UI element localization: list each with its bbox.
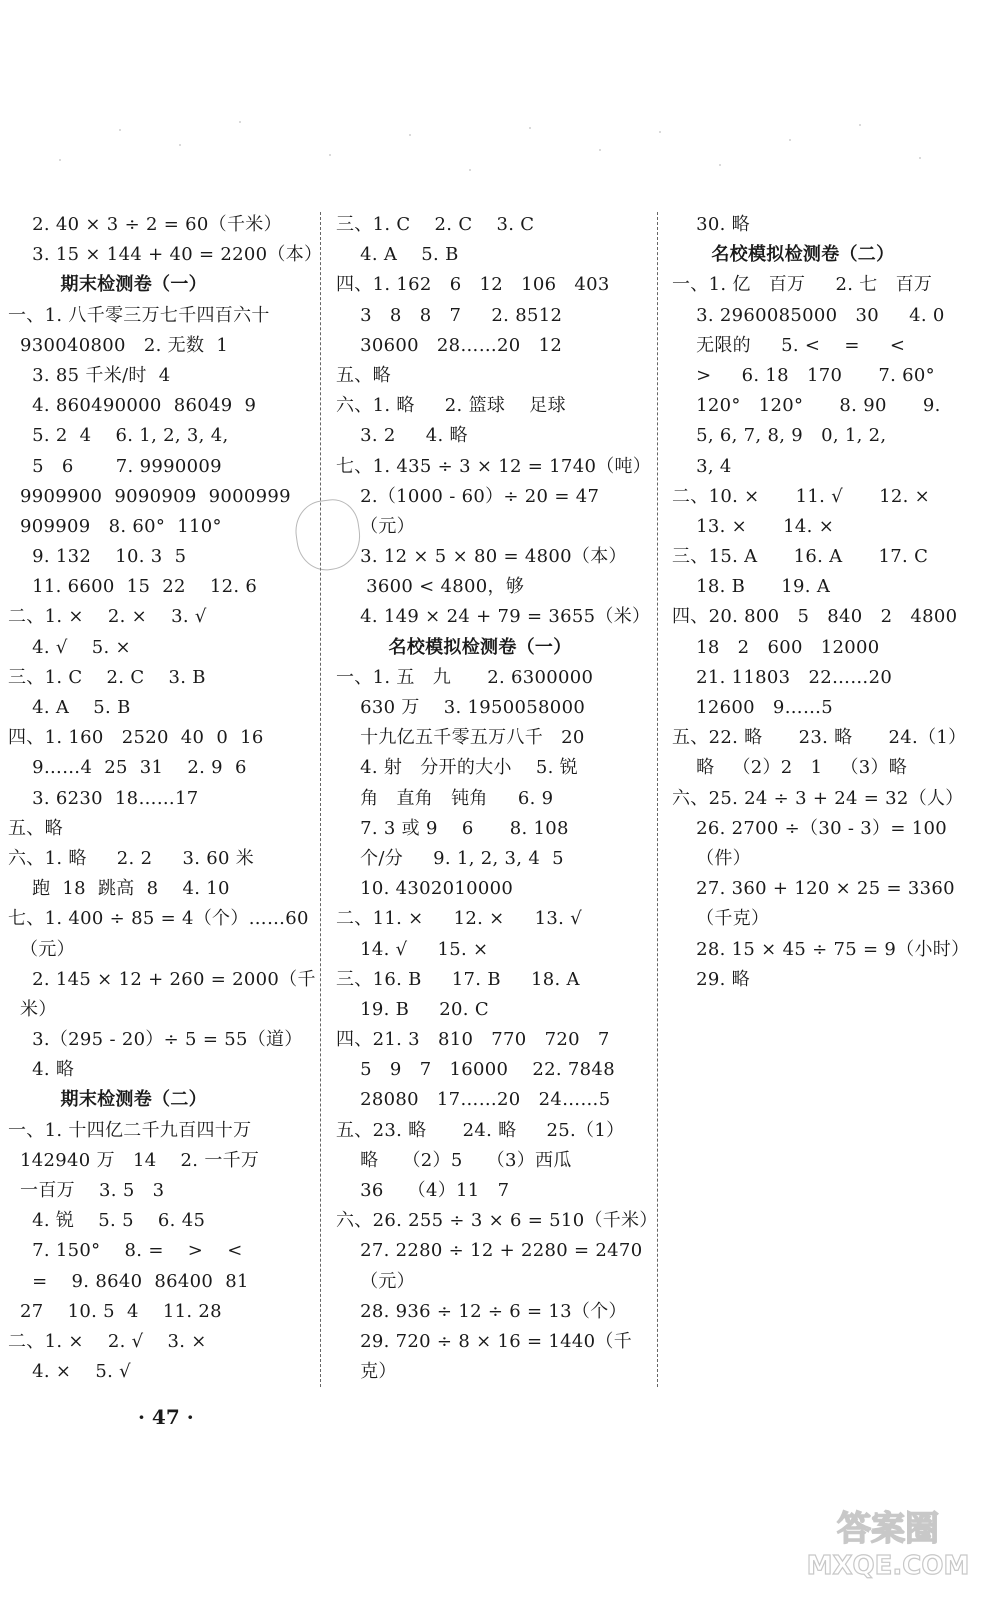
answer-line: 三、1. C 2. C 3. C	[336, 214, 535, 235]
answer-line: 27 10. 5 4 11. 28	[8, 1300, 222, 1322]
answer-line: 三、1. C 2. C 3. B	[8, 666, 206, 688]
answer-line: 六、26. 255 ÷ 3 × 6 = 510（千米）	[336, 1210, 658, 1232]
scan-noise	[0, 110, 996, 200]
answer-line: 19. B 20. C	[336, 998, 489, 1020]
answer-line: 36 （4）11 7	[336, 1180, 510, 1201]
answer-line: 2. 40 × 3 ÷ 2 = 60（千米）	[8, 214, 282, 235]
answer-line: 28. 15 × 45 ÷ 75 = 9（小时）	[672, 938, 970, 960]
answer-line: 二、10. × 11. √ 12. ×	[672, 485, 931, 507]
answer-line: 4. × 5. √	[8, 1361, 131, 1383]
answer-line: 六、1. 略 2. 2 3. 60 米	[8, 847, 255, 869]
answer-line: 2. 145 × 12 + 260 = 2000（千	[8, 968, 316, 990]
answer-line: 克）	[336, 1361, 397, 1383]
answer-line: 9. 132 10. 3 5	[8, 546, 187, 568]
answer-line: 5, 6, 7, 8, 9 0, 1, 2,	[672, 425, 887, 447]
answer-line: 4. 149 × 24 + 79 = 3655（米）	[336, 606, 651, 628]
answer-line: 一、1. 八千零三万七千四百六十	[8, 304, 270, 326]
answer-line: 630 万 3. 1950058000	[336, 697, 586, 718]
answer-line: 30600 28……20 12	[336, 334, 563, 356]
svg-text:MXQE.COM: MXQE.COM	[806, 1551, 970, 1581]
answer-line: = 9. 8640 86400 81	[8, 1270, 249, 1292]
answer-line: 四、1. 160 2520 40 0 16	[8, 727, 264, 749]
answer-line: 四、20. 800 5 840 2 4800	[672, 606, 958, 628]
answer-line: 12600 9……5	[672, 697, 834, 718]
answer-line: 28. 936 ÷ 12 ÷ 6 = 13（个）	[336, 1300, 627, 1322]
answer-column-2	[336, 210, 658, 1387]
answer-line: 9……4 25 31 2. 9 6	[8, 757, 247, 779]
answer-line: 27. 2280 ÷ 12 + 2280 = 2470	[336, 1240, 643, 1262]
answer-line: 二、1. × 2. × 3. √	[8, 606, 207, 628]
answer-line: 909909 8. 60° 110°	[8, 515, 222, 537]
column-divider	[320, 212, 321, 1387]
answer-line: > 6. 18 170 7. 60°	[672, 364, 935, 386]
answer-line: 2.（1000 - 60）÷ 20 = 47	[336, 485, 600, 507]
answer-line: 一百万 3. 5 3	[8, 1180, 165, 1201]
answer-line: 120° 120° 8. 90 9.	[672, 395, 941, 417]
answer-line: 28080 17……20 24……5	[336, 1089, 611, 1111]
answer-line: 3 8 8 7 2. 8512	[336, 304, 563, 326]
answer-line: 跑 18 跳高 8 4. 10	[8, 878, 230, 900]
answer-line: 14. √ 15. ×	[336, 938, 489, 960]
answer-line: 七、1. 435 ÷ 3 × 12 = 1740（吨）	[336, 455, 652, 477]
answer-line: 五、22. 略 23. 略 24.（1）	[672, 727, 967, 749]
answer-line: 3600 < 4800，够	[336, 576, 525, 598]
answer-line: 六、25. 24 ÷ 3 + 24 = 32（人）	[672, 787, 964, 809]
answer-line: 3. 85 千米/时 4	[8, 364, 171, 386]
answer-line: （元）	[336, 1270, 415, 1292]
answer-line: 3. 2960085000 30 4. 0	[672, 304, 945, 326]
answer-line: 一、1. 十四亿二千九百四十万	[8, 1119, 252, 1141]
answer-line: 四、1. 162 6 12 106 403	[336, 274, 610, 296]
answer-line: 3. 15 × 144 + 40 = 2200（本）	[8, 244, 323, 266]
answer-line: 18 2 600 12000	[672, 636, 880, 658]
answer-line: 二、1. × 2. √ 3. ×	[8, 1330, 207, 1352]
svg-text:答案圈: 答案圈	[837, 1509, 939, 1549]
answer-line: 3. 12 × 5 × 80 = 4800（本）	[336, 546, 627, 568]
page-number: · 47 ·	[138, 1405, 194, 1429]
answer-line: 五、略	[336, 364, 391, 386]
answer-line: 5. 2 4 6. 1, 2, 3, 4,	[8, 425, 229, 447]
answer-line: 米）	[8, 998, 57, 1020]
answer-line: 11. 6600 15 22 12. 6	[8, 576, 258, 598]
answer-line: 三、15. A 16. A 17. C	[672, 546, 929, 568]
answer-line: 7. 150° 8. = > <	[8, 1240, 243, 1262]
answer-line: 29. 略	[672, 968, 750, 990]
column-divider	[657, 212, 658, 1387]
answer-line: 4. √ 5. ×	[8, 636, 131, 658]
section-heading: 期末检测卷（一）	[8, 274, 207, 296]
answer-line: 略 （2）5 （3）西瓜	[336, 1149, 572, 1171]
section-heading: 名校模拟检测卷（一）	[336, 636, 572, 658]
answer-line: 4. A 5. B	[8, 697, 131, 718]
answer-line: 3. 6230 18……17	[8, 787, 199, 809]
section-heading: 期末检测卷（二）	[8, 1089, 207, 1111]
answer-line: 一、1. 亿 百万 2. 七 百万	[672, 274, 933, 296]
answer-line: 无限的 5. < = <	[672, 334, 906, 356]
answer-column-1	[8, 210, 323, 1387]
answer-line: 930040800 2. 无数 1	[8, 334, 229, 356]
answer-line: 10. 4302010000	[336, 878, 514, 900]
answer-line: 三、16. B 17. B 18. A	[336, 968, 580, 990]
answer-line: 3.（295 - 20）÷ 5 = 55（道）	[8, 1029, 303, 1051]
answer-line: 5 9 7 16000 22. 7848	[336, 1059, 615, 1081]
answer-line: 4. 860490000 86049 9	[8, 395, 257, 417]
answer-line: 略 （2）2 1 （3）略	[672, 757, 908, 779]
answer-line: 4. A 5. B	[336, 244, 459, 266]
answer-line: （件）	[672, 847, 751, 869]
answer-line: 18. B 19. A	[672, 576, 831, 598]
answer-line: 7. 3 或 9 6 8. 108	[336, 817, 569, 839]
answer-line: 5 6 7. 9990009	[8, 455, 222, 477]
answer-line: 角 直角 钝角 6. 9	[336, 787, 554, 809]
answer-line: 七、1. 400 ÷ 85 = 4（个）……60	[8, 908, 309, 930]
watermark-logo	[798, 1500, 978, 1582]
answer-line: 四、21. 3 810 770 720 7	[336, 1029, 610, 1051]
answer-line: 3. 2 4. 略	[336, 425, 468, 447]
answer-line: 30. 略	[672, 214, 750, 235]
answer-line: 五、23. 略 24. 略 25.（1）	[336, 1119, 625, 1141]
answer-line: 26. 2700 ÷（30 - 3）= 100	[672, 817, 947, 839]
answer-line: （元）	[8, 938, 75, 960]
answer-column-3	[672, 210, 988, 995]
answer-line: 142940 万 14 2. 一千万	[8, 1149, 260, 1171]
answer-line: （千克）	[672, 908, 770, 930]
answer-line: 29. 720 ÷ 8 × 16 = 1440（千	[336, 1330, 633, 1352]
answer-line: （元）	[336, 515, 415, 537]
answer-line: 13. × 14. ×	[672, 515, 835, 537]
answer-line: 3, 4	[672, 455, 732, 477]
answer-line: 一、1. 五 九 2. 6300000	[336, 666, 594, 688]
answer-line: 9909900 9090909 9000999	[8, 485, 291, 507]
answer-line: 六、1. 略 2. 篮球 足球	[336, 395, 566, 417]
answer-line: 4. 锐 5. 5 6. 45	[8, 1210, 206, 1232]
answer-line: 4. 略	[8, 1059, 75, 1081]
answer-line: 个/分 9. 1, 2, 3, 4 5	[336, 847, 564, 869]
answer-line: 十九亿五千零五万八千 20	[336, 727, 585, 749]
answer-line: 二、11. × 12. × 13. √	[336, 908, 582, 930]
answer-line: 27. 360 + 120 × 25 = 3360	[672, 878, 955, 900]
section-heading: 名校模拟检测卷（二）	[672, 244, 895, 266]
answer-line: 21. 11803 22……20	[672, 666, 893, 688]
answer-line: 4. 射 分开的大小 5. 锐	[336, 757, 578, 779]
answer-line: 五、略	[8, 817, 63, 839]
